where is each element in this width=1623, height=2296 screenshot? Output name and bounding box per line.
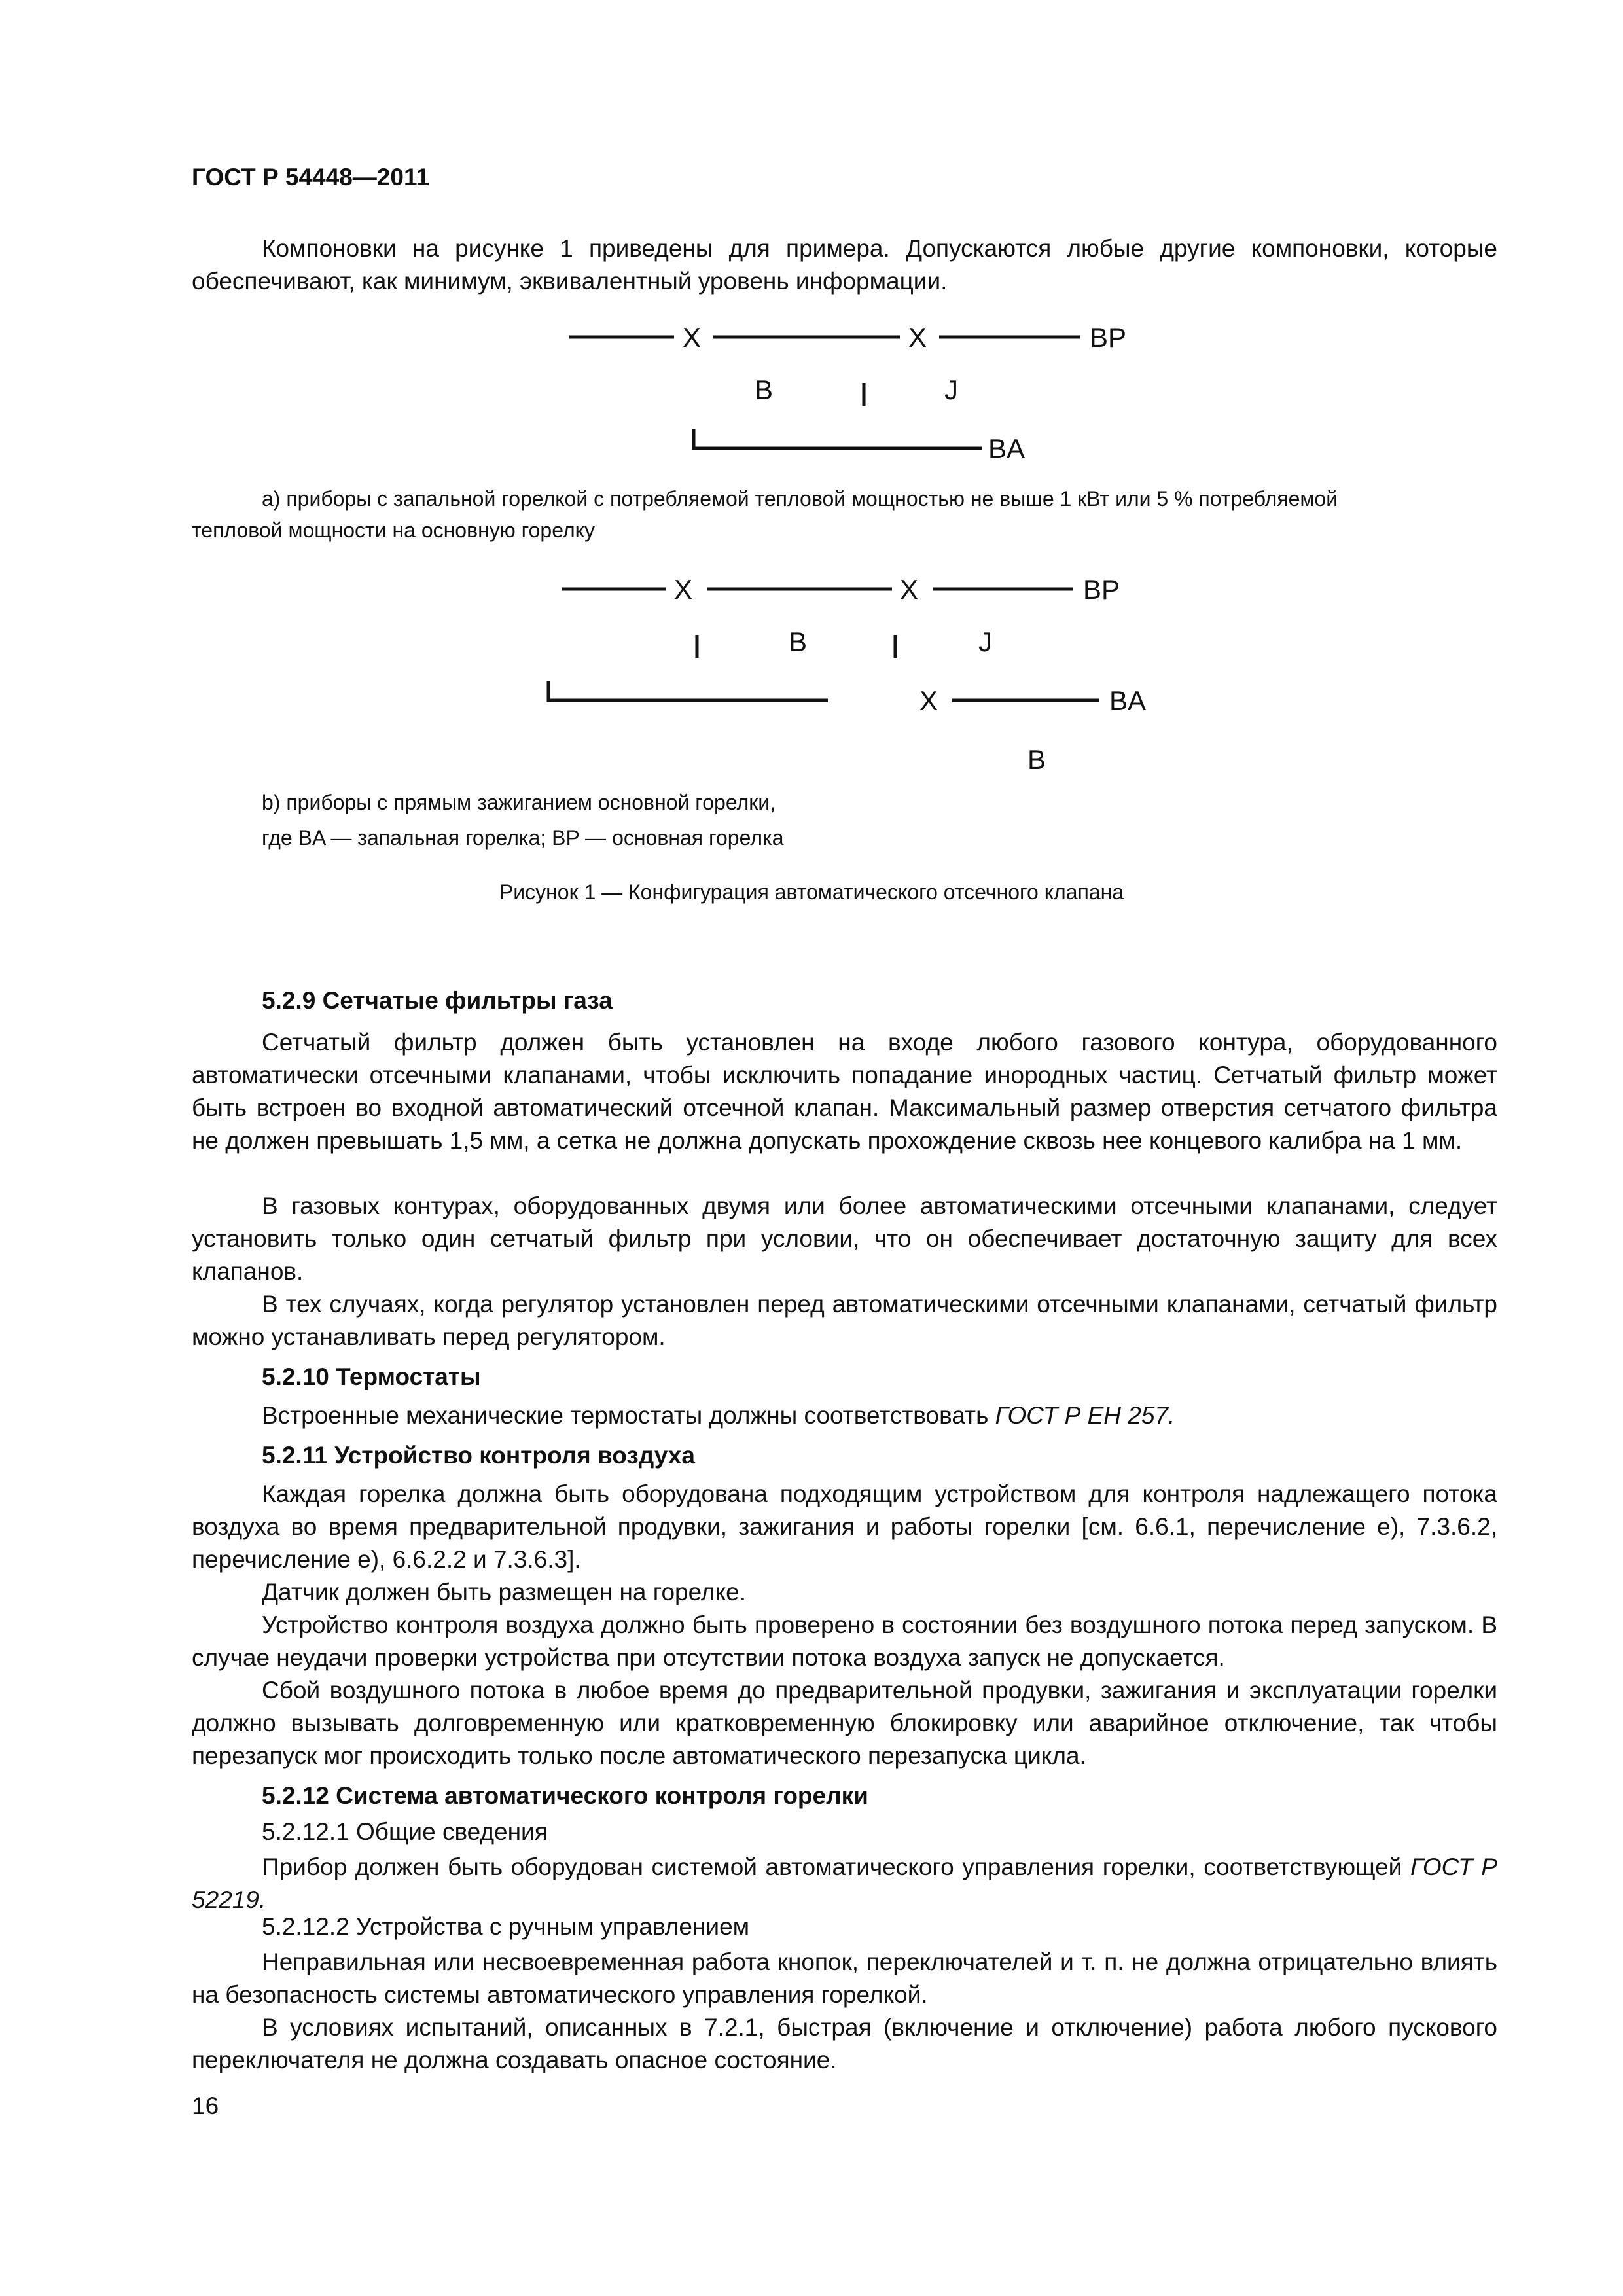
diagram-a-label-bp: BP bbox=[1090, 322, 1127, 353]
section-5-2-10-paragraph bbox=[192, 1399, 1497, 1432]
diagram-b-label-b1: B bbox=[789, 626, 808, 657]
subsection-5-2-12-1-heading: 5.2.12.1 Общие сведения bbox=[262, 1818, 548, 1845]
diagram-b-label-b2: B bbox=[1027, 744, 1046, 775]
diagram-b-label-x2: X bbox=[900, 574, 919, 605]
section-5-2-9-paragraph-2: В газовых контурах, оборудованных двумя или более автоматическими отсечными клапанами, следует установить только один сетчатый фильтр при условии, что он обеспечивает достаточную защиту для всех клапанов. bbox=[192, 1193, 1497, 1285]
standard-header: ГОСТ Р 54448—2011 bbox=[192, 164, 430, 190]
section-5-2-11-paragraph-1: Каждая горелка должна быть оборудована подходящим устройством для контроля надлежащего потока воздуха во время предварительной продувки, зажигания и работы горелки [см. 6.6.1, перечисление е), 7.3.6.2, перечисление е), 6.6.2.2 и 7.3.6.3]. bbox=[192, 1480, 1497, 1573]
section-5-2-12-2-paragraph-2: В условиях испытаний, описанных в 7.2.1, быстрая (включение и отключение) работа любого пускового переключателя не должна создавать опасное состояние. bbox=[192, 2014, 1497, 2073]
figure-b-caption-line1: b) приборы с прямым зажиганием основной горелки, bbox=[262, 791, 776, 814]
diagram-a-label-ba: BA bbox=[988, 433, 1026, 464]
figure-a-diagram bbox=[0, 308, 1623, 478]
standard-reference: ГОСТ Р ЕН 257. bbox=[995, 1402, 1175, 1429]
standard-reference: ГОСТ Р 52219. bbox=[192, 1854, 1497, 1913]
section-5-2-12-1-paragraph bbox=[192, 1851, 1497, 1916]
figure-b-caption-line2: где BA — запальная горелка; BP — основная горелка bbox=[262, 826, 784, 850]
subsection-5-2-12-2-heading: 5.2.12.2 Устройства с ручным управлением bbox=[262, 1913, 750, 1940]
diagram-b-label-x1: X bbox=[674, 574, 693, 605]
diagram-b-label-j: J bbox=[978, 626, 992, 657]
figure-a-caption-line1: a) приборы с запальной горелкой с потребляемой тепловой мощностью не выше 1 кВт или 5 % потребляемой bbox=[262, 487, 1338, 511]
page-number: 16 bbox=[192, 2092, 219, 2119]
diagram-b-label-bp: BP bbox=[1083, 574, 1120, 605]
section-5-2-9-heading: 5.2.9 Сетчатые фильтры газа bbox=[262, 987, 613, 1014]
diagram-a-label-j: J bbox=[944, 374, 958, 405]
intro-paragraph: Компоновки на рисунке 1 приведены для примера. Допускаются любые другие компоновки, которые обеспечивают, как минимум, эквивалентный уровень информации. bbox=[192, 235, 1497, 295]
section-5-2-10-heading: 5.2.10 Термостаты bbox=[262, 1363, 481, 1390]
section-5-2-12-2-paragraph-1: Неправильная или несвоевременная работа кнопок, переключателей и т. п. не должна отрицательно влиять на безопасность системы автоматического управления горелкой. bbox=[192, 1948, 1497, 2008]
diagram-a-label-x1: X bbox=[683, 322, 702, 353]
section-5-2-11-heading: 5.2.11 Устройство контроля воздуха bbox=[262, 1442, 695, 1469]
section-5-2-10-text: Встроенные механические термостаты должны соответствовать bbox=[262, 1402, 995, 1429]
diagram-a-label-b: B bbox=[755, 374, 774, 405]
diagram-b-label-ba: BA bbox=[1109, 685, 1147, 716]
figure-title: Рисунок 1 — Конфигурация автоматического отсечного клапана bbox=[499, 880, 1124, 904]
figure-b-diagram bbox=[0, 560, 1623, 782]
diagram-b-label-x3: X bbox=[919, 685, 938, 716]
section-5-2-11-paragraph-2: Датчик должен быть размещен на горелке. bbox=[262, 1579, 747, 1605]
figure-a-caption-line2: тепловой мощности на основную горелку bbox=[192, 518, 595, 542]
section-5-2-12-heading: 5.2.12 Система автоматического контроля горелки bbox=[262, 1782, 868, 1809]
section-5-2-12-1-text: Прибор должен быть оборудован системой автоматического управления горелки, соответствующей bbox=[262, 1854, 1410, 1880]
section-5-2-11-paragraph-3: Устройство контроля воздуха должно быть проверено в состоянии без воздушного потока перед запуском. В случае неудачи проверки устройства при отсутствии потока воздуха запуск не допускается. bbox=[192, 1611, 1497, 1671]
section-5-2-9-paragraph-1: Сетчатый фильтр должен быть установлен на входе любого газового контура, оборудованного автоматически отсечными клапанами, чтобы исключить попадание инородных частиц. Сетчатый фильтр может быть встроен во входной автоматический отсечной клапан. Максимальный размер отверстия сетчатого фильтра не должен превышать 1,5 мм, а сетка не должна допускать прохождение сквозь нее концевого калибра на 1 мм. bbox=[192, 1029, 1497, 1154]
section-5-2-11-paragraph-4: Сбой воздушного потока в любое время до предварительной продувки, зажигания и эксплуатации горелки должно вызывать долговременную или кратковременную блокировку или аварийное отключение, так чтобы перезапуск мог происходить только после автоматического перезапуска цикла. bbox=[192, 1677, 1497, 1769]
section-5-2-9-paragraph-3: В тех случаях, когда регулятор установлен перед автоматическими отсечными клапанами, сетчатый фильтр можно устанавливать перед регулятором. bbox=[192, 1291, 1497, 1350]
diagram-a-label-x2: X bbox=[908, 322, 927, 353]
